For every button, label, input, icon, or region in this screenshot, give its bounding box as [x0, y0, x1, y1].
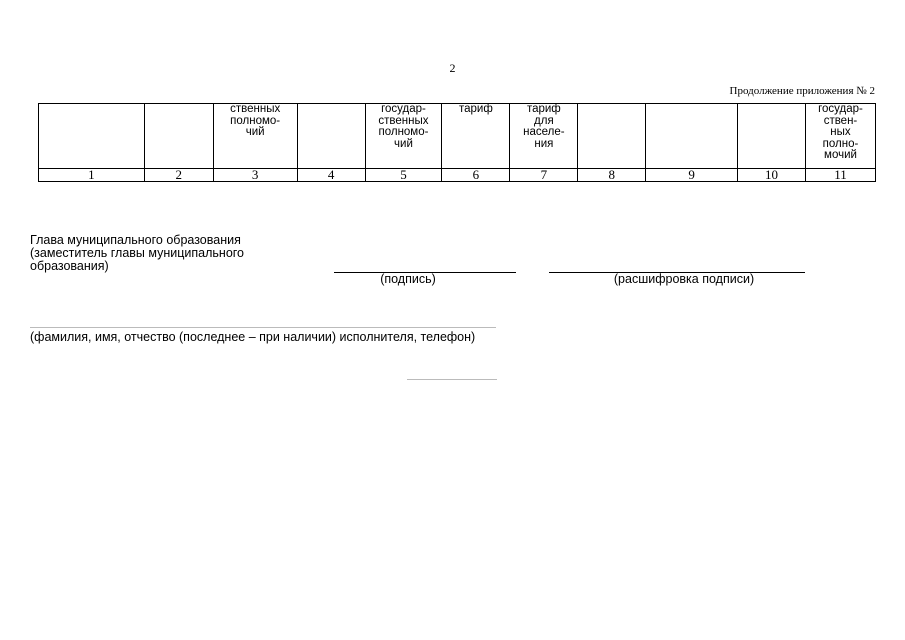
column-number: 9 [646, 169, 738, 182]
continuation-label: Продолжение приложения № 2 [729, 85, 875, 97]
column-number: 3 [213, 169, 297, 182]
header-cell [738, 104, 806, 169]
column-number: 11 [805, 169, 875, 182]
signature-caption: (подпись) [380, 272, 436, 286]
column-number-row [39, 169, 876, 182]
header-cell: государ- ственных полномо- чий [365, 104, 442, 169]
transcript-caption: (расшифровка подписи) [613, 272, 755, 286]
header-cell [144, 104, 213, 169]
header-cell [39, 104, 145, 169]
head-title: Глава муниципального образования (заместитель главы муниципального образования) [30, 233, 245, 273]
column-number: 10 [738, 169, 806, 182]
header-cell [578, 104, 646, 169]
header-cell: ственных полномо- чий [213, 104, 297, 169]
closing-rule [407, 379, 497, 380]
column-number: 7 [510, 169, 578, 182]
column-number: 5 [365, 169, 442, 182]
column-number: 1 [39, 169, 145, 182]
header-cell: тариф [442, 104, 510, 169]
appendix-table [38, 103, 876, 182]
header-cell: тариф для населе- ния [510, 104, 578, 169]
page-number: 2 [449, 61, 456, 75]
executor-caption: (фамилия, имя, отчество (последнее – при наличии) исполнителя, телефон) [30, 330, 476, 344]
column-number: 4 [297, 169, 365, 182]
header-cell [646, 104, 738, 169]
header-cell [297, 104, 365, 169]
table-header-row [39, 104, 876, 169]
column-number: 8 [578, 169, 646, 182]
header-cell: государ- ствен- ных полно- мочий [805, 104, 875, 169]
executor-line [30, 327, 496, 328]
column-number: 2 [144, 169, 213, 182]
column-number: 6 [442, 169, 510, 182]
